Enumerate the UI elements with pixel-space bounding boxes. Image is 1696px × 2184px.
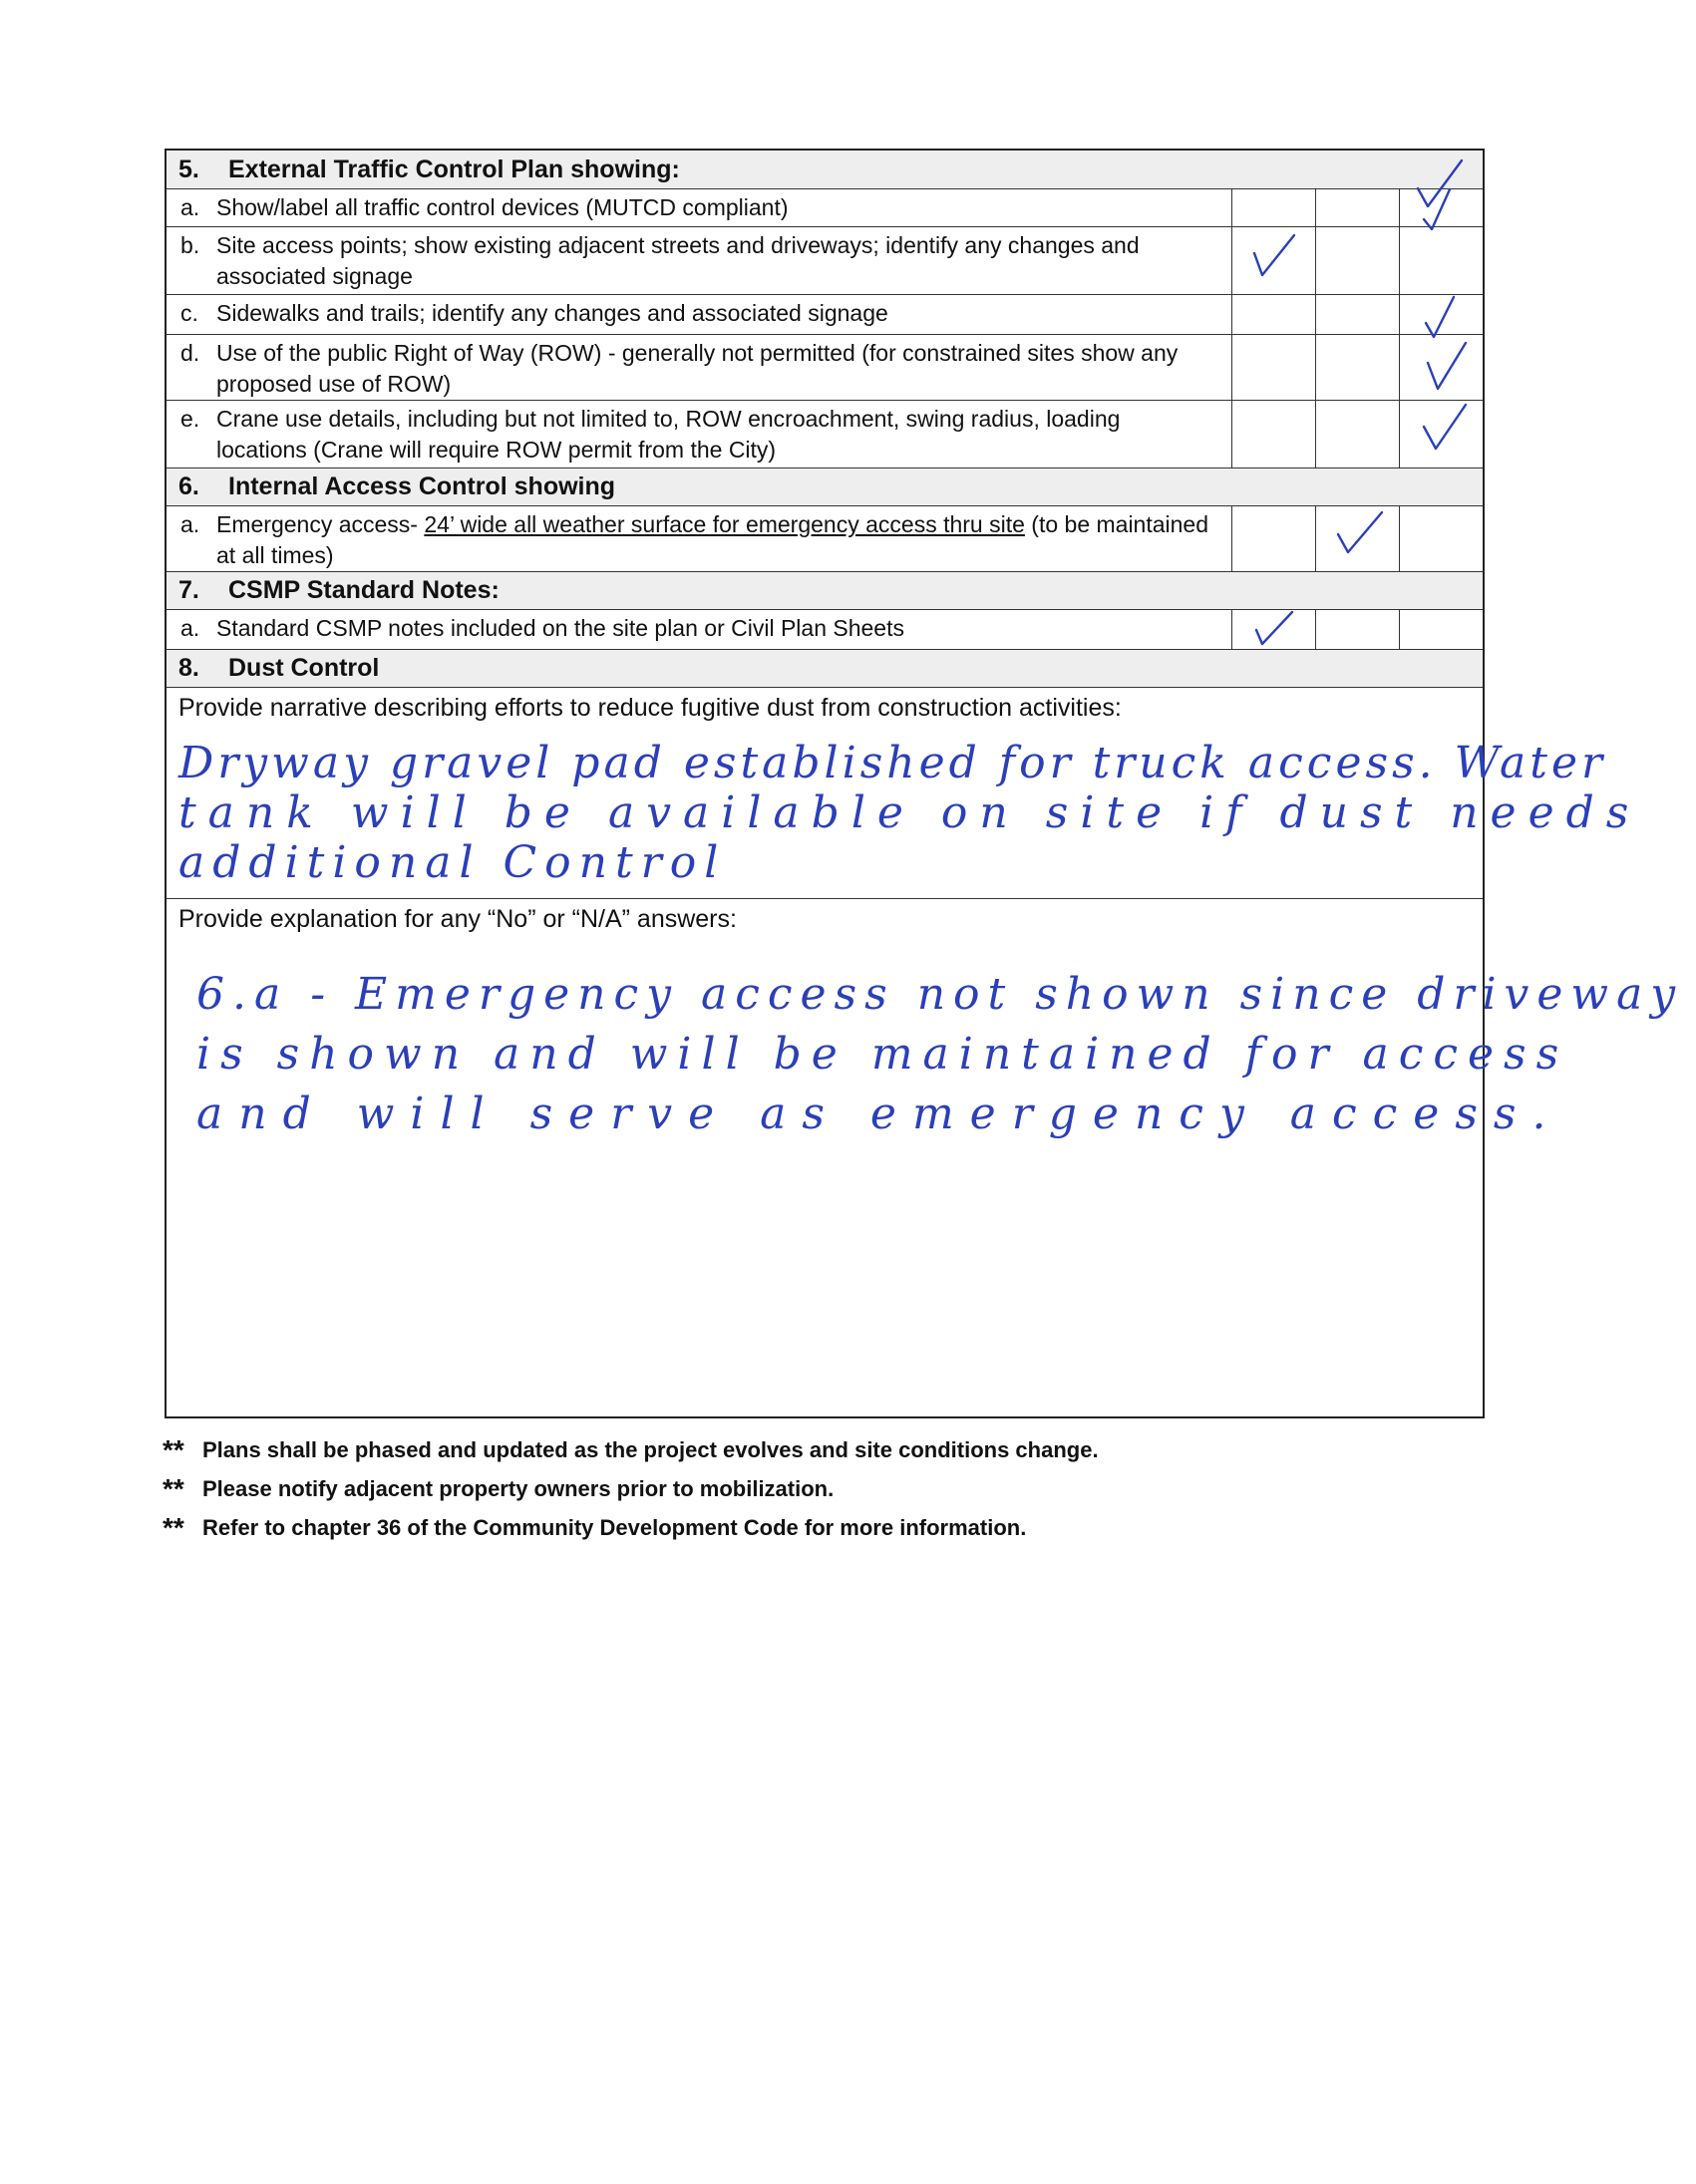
check-cell-col2[interactable] (1315, 335, 1399, 400)
item-row-5a (167, 188, 1483, 226)
item-text: Crane use details, including but not limited to, ROW encroachment, swing radius, loading locations (Crane will require ROW permit from the City) (216, 406, 1121, 463)
footnote-text: Please notify adjacent property owners prior to mobilization. (202, 1475, 835, 1501)
section-title: CSMP Standard Notes: (228, 576, 500, 604)
check-cell-col1[interactable] (1231, 401, 1315, 468)
handwritten-line: additional Control (178, 837, 727, 888)
item-text-underlined: 24’ wide all weather surface for emergency access thru site (424, 511, 1025, 537)
check-cell-col3[interactable] (1399, 506, 1483, 571)
footnote (163, 1469, 1099, 1508)
section-5-header (167, 151, 1483, 188)
item-letter: c. (180, 300, 198, 326)
checkmark-icon (1326, 508, 1386, 564)
handwritten-line: tank will be available on site if dust needs (178, 787, 1641, 838)
footnotes (163, 1430, 1099, 1547)
handwritten-line: and will serve as emergency access. (196, 1089, 1562, 1139)
section-title: Internal Access Control showing (228, 472, 616, 500)
check-cell-col1[interactable] (1231, 506, 1315, 571)
check-cell-col3[interactable] (1399, 189, 1483, 226)
item-text: Site access points; show existing adjacent streets and driveways; identify any changes and associated signage (216, 232, 1140, 289)
check-cell-col3[interactable] (1399, 401, 1483, 468)
check-cell-col2[interactable] (1315, 401, 1399, 468)
section-number: 6. (178, 472, 199, 500)
check-cell-col3[interactable] (1399, 295, 1483, 334)
section-title: External Traffic Control Plan showing: (228, 155, 680, 183)
check-cell-col2[interactable] (1315, 189, 1399, 226)
check-cell-col2[interactable] (1315, 227, 1399, 294)
section-8-header (167, 649, 1483, 687)
check-cell-col2[interactable] (1315, 295, 1399, 334)
explanation-label: Provide explanation for any “No” or “N/A” answers: (178, 905, 737, 933)
item-row-5b (167, 226, 1483, 294)
handwritten-line: 6.a - Emergency access not shown since driveway (196, 969, 1684, 1020)
item-text: Show/label all traffic control devices (MUTCD compliant) (216, 194, 789, 220)
item-text-after: (to be maintained at all times) (216, 511, 1209, 568)
section-title: Dust Control (228, 654, 380, 682)
checkmark-icon (1242, 598, 1302, 654)
item-letter: a. (180, 615, 200, 641)
footnote-text: Refer to chapter 36 of the Community Development Code for more information. (202, 1514, 1027, 1540)
item-text: Sidewalks and trails; identify any changes and associated signage (216, 300, 888, 326)
handwritten-line: Dryway gravel pad established for truck access. Water (178, 738, 1607, 788)
section-number: 8. (178, 654, 199, 682)
check-cell-col3[interactable] (1399, 335, 1483, 400)
checkmark-icon (1242, 229, 1302, 285)
checklist-table (165, 149, 1684, 1418)
item-text (216, 509, 1211, 569)
section-6-header (167, 468, 1483, 505)
check-cell-col1[interactable] (1231, 295, 1315, 334)
footnote-marker: ** (163, 1472, 184, 1504)
footnote-text: Plans shall be phased and updated as the project evolves and site conditions change. (202, 1436, 1099, 1462)
check-cell-col3[interactable] (1399, 610, 1483, 649)
item-letter: a. (180, 511, 200, 537)
item-text: Standard CSMP notes included on the site plan or Civil Plan Sheets (216, 615, 904, 641)
item-letter: b. (180, 232, 200, 258)
check-cell-col2[interactable] (1315, 610, 1399, 649)
item-row-5d (167, 334, 1483, 400)
check-cell-col3[interactable] (1399, 227, 1483, 294)
item-letter: d. (180, 340, 200, 366)
item-letter: e. (180, 406, 200, 432)
item-row-5c (167, 294, 1483, 334)
check-cell-col1[interactable] (1231, 189, 1315, 226)
footnote-marker: ** (163, 1433, 184, 1465)
item-row-5e (167, 400, 1483, 468)
explanation-box[interactable] (167, 898, 1684, 1416)
footnote (163, 1508, 1099, 1547)
section-number: 5. (178, 155, 199, 183)
narrative-label: Provide narrative describing efforts to reduce fugitive dust from construction activities: (178, 694, 1122, 722)
dust-narrative-box[interactable] (167, 687, 1641, 898)
checkmark-icon (1410, 403, 1470, 459)
check-cell-col2[interactable] (1315, 506, 1399, 571)
item-row-7a (167, 609, 1483, 649)
item-text-before: Emergency access- (216, 511, 425, 537)
footnote-marker: ** (163, 1511, 184, 1543)
section-number: 7. (178, 576, 199, 604)
check-cell-col1[interactable] (1231, 610, 1315, 649)
check-cell-col1[interactable] (1231, 227, 1315, 294)
footnote (163, 1430, 1099, 1469)
item-letter: a. (180, 194, 200, 220)
checkmark-icon (1410, 339, 1470, 395)
item-row-6a (167, 505, 1483, 571)
check-cell-col1[interactable] (1231, 335, 1315, 400)
item-text: Use of the public Right of Way (ROW) - generally not permitted (for constrained sites show any proposed use of ROW) (216, 340, 1179, 397)
handwritten-line: is shown and will be maintained for access (196, 1029, 1569, 1080)
